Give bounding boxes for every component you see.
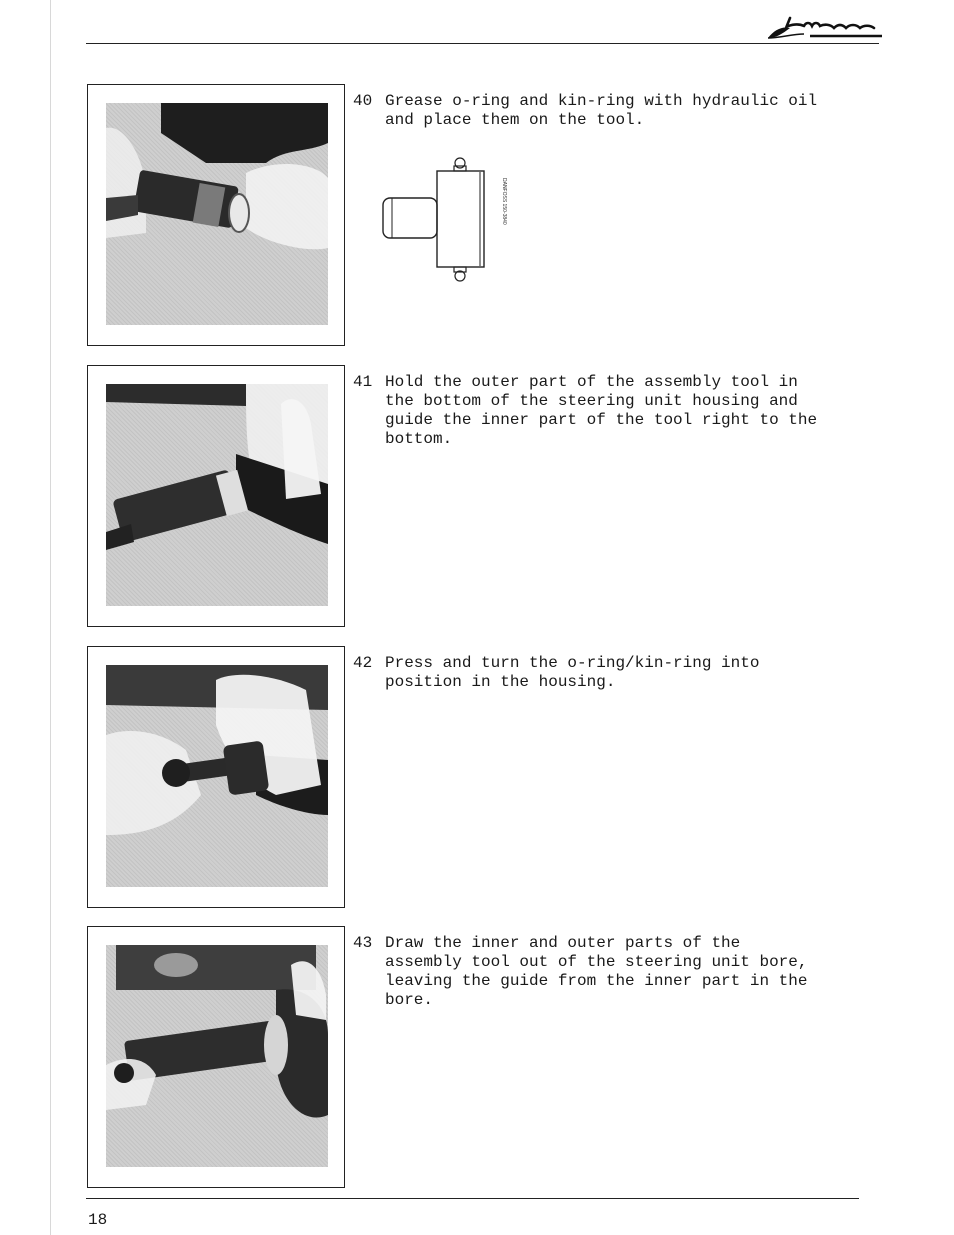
step-number: 40 (353, 92, 373, 110)
step-photo (106, 384, 328, 606)
step-photo (106, 945, 328, 1167)
step-number: 42 (353, 654, 373, 672)
binding-edge (50, 0, 51, 1235)
step-photo-frame (87, 84, 345, 346)
assembly-tool-drawing (382, 152, 512, 282)
step-instruction: Grease o-ring and kin-ring with hydraulic oil and place them on the tool. (385, 92, 818, 129)
step-instruction: Draw the inner and outer parts of the assembly tool out of the steering unit bore, leaving the guide from the inner part in the bore. (385, 934, 808, 1009)
header-rule (86, 43, 879, 44)
step-photo-frame (87, 646, 345, 908)
drawing-code-label: DANFOSS 150-3840 (501, 178, 507, 225)
step-photo-frame (87, 365, 345, 627)
footer-rule (86, 1198, 859, 1199)
danfoss-logo (760, 12, 885, 44)
step-photo (106, 103, 328, 325)
step-instruction: Press and turn the o-ring/kin-ring into position in the housing. (385, 654, 760, 691)
step-photo (106, 665, 328, 887)
step-number: 43 (353, 934, 373, 952)
step-instruction: Hold the outer part of the assembly tool in the bottom of the steering unit housing and guide the inner part of the tool right to the bottom. (385, 373, 818, 448)
step-number: 41 (353, 373, 373, 391)
step-photo-frame (87, 926, 345, 1188)
page-number: 18 (88, 1211, 108, 1229)
